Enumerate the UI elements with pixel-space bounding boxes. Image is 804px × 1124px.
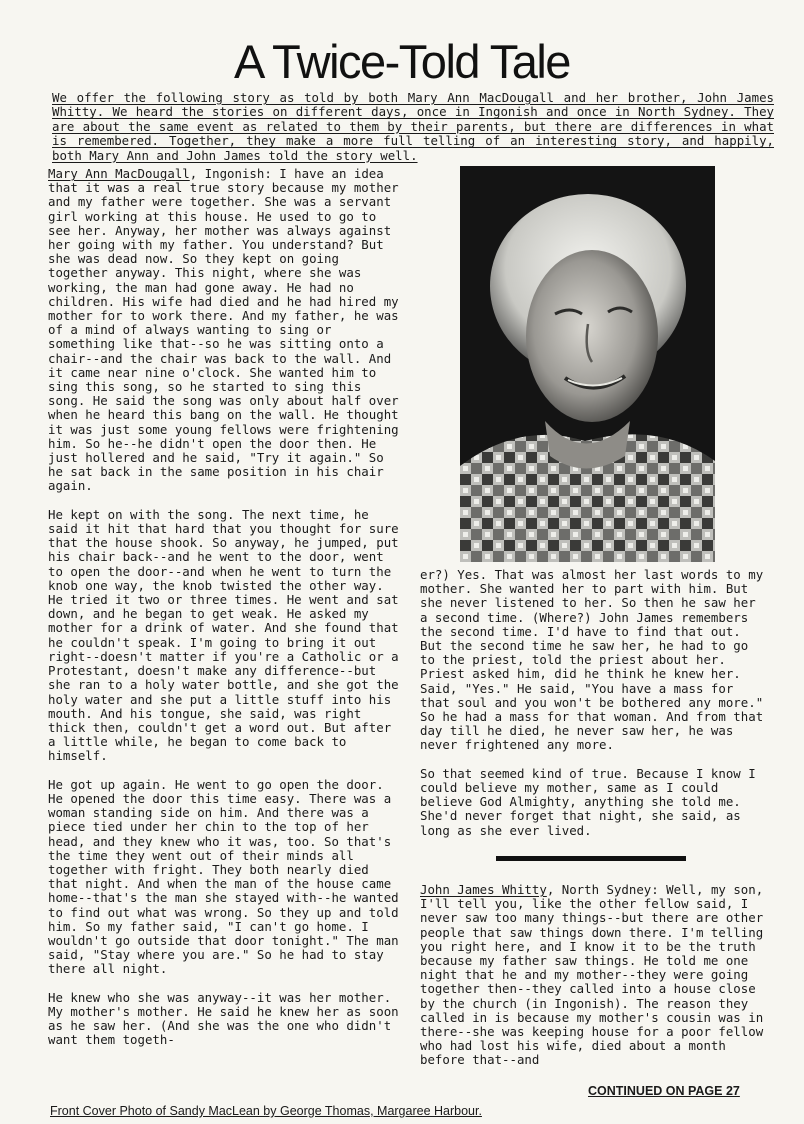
continued-link: CONTINUED ON PAGE 27 <box>588 1084 740 1098</box>
mary-ann-paragraph-5: er?) Yes. That was almost her last words to my mother. She wanted her to part with him. But she never listened to her. So then he saw her a second time. (Where?) John James remembers the second time. I'd have to find that out. But the second time he saw her, he had to go to the priest, told the priest about her. Priest asked him, did he think he knew her. Said, "Yes." He said, "You have a mass for that soul and you won't be bothered any more." So he had a mass for that woman. And from that day till he died, he never saw her, he was never frightened any more. <box>420 567 764 753</box>
john-james-paragraph-1 <box>420 883 770 1068</box>
article-title: A Twice-Told Tale <box>234 35 570 88</box>
left-column <box>48 167 400 1062</box>
speaker-mary-ann: Mary Ann MacDougall <box>48 166 190 181</box>
portrait-photo <box>460 166 715 562</box>
section-divider <box>496 856 686 861</box>
paragraph-text: , North Sydney: Well, my son, I'll tell you, like the other fellow said, I never saw too many things--but there are other people that saw things down there. I'm telling you right here, and I know it to be the truth because my father saw things. He told me one night that he and my mother--they were going together then--they called into a house close by the church (in Ingonish). The reason they called in is because my mother's cousin was in there--she was keeping house for a poor fellow who had lost his wife, died about a month before that--and <box>420 882 764 1068</box>
right-column-top <box>420 568 770 852</box>
paragraph-text: , Ingonish: I have an idea that it was a real true story because my mother and my father were together. She was a servant girl working at this house. He used to go to see her. Anyway, her mother was always against her going with my father. You understand? But she was dead now. So they kept on going together anyway. This night, where she was working, the man had gone away. He had no children. His wife had died and he had hired my mother for to work there. And my father, he was of a mind of always wanting to sing or something like that--so he was sitting onto a chair--and the chair was back to the wall. And it came near nine o'clock. She wanted him to sing this song, so he started to sing this song. He said the song was only about half over when he heard this bang on the wall. He thought it was just some young fellows were frightening him. So he--he didn't open the door then. He just hollered and he said, "Try it again." So he sat back in the same position in his chair again. <box>48 166 399 494</box>
mary-ann-paragraph-3: He got up again. He went to go open the door. He opened the door this time easy. There was a woman standing side on him. And there was a piece tied under her chin to the top of her head, and they knew who it was, too. So that's the time they went out of their minds all together with fright. They both nearly died that night. And when the man of the house came home--that's the man she stayed with--he wanted to find out what was wrong. So they up and told him. So my father said, "I can't go home. I wouldn't go outside that door tonight." The man said, "Stay where you are." So he had to stay there all night. <box>48 776 399 977</box>
article-intro: We offer the following story as told by both Mary Ann MacDougall and her brother, John James Whitty. We heard the stories on different days, once in Ingonish and once in North Sydney. They are about the same event as related to them by their parents, but there are differences in what is remembered. Together, they make a more full telling of an interesting story, and happily, both Mary Ann and John James told the story well. <box>52 90 774 163</box>
mary-ann-paragraph-6: So that seemed kind of true. Because I know I could believe my mother, same as I could believe God Almighty, anything she told me. She'd never forget that night, she said, as long as she ever lived. <box>420 765 756 838</box>
cover-photo-credit: Front Cover Photo of Sandy MacLean by George Thomas, Margaree Harbour. <box>50 1104 482 1118</box>
portrait-illustration <box>460 166 715 562</box>
mary-ann-paragraph-2: He kept on with the song. The next time, he said it hit that hard that you thought for sure that the house shook. So anyway, he jumped, put his chair back--and he went to the door, went to open the door--and when he went to turn the knob one way, the knob twisted the other way. He tried it two or three times. He went and sat down, and he began to get weak. He asked my mother for a drink of water. And she found that he couldn't speak. I'm going to bring it out right--doesn't matter if you're a Catholic or a Protestant, doesn't make any difference--but she ran to a holy water bottle, and she got the holy water and she put a little stuff into his mouth. And his tongue, she said, was right thick then, couldn't get a word out. But after a little while, he began to come back to himself. <box>48 506 399 764</box>
mary-ann-paragraph-1 <box>48 167 400 494</box>
right-column-bottom <box>420 883 770 1082</box>
mary-ann-paragraph-4: He knew who she was anyway--it was her mother. My mother's mother. He said he knew her as soon as he saw her. (And she was the one who didn't want them togeth- <box>48 989 399 1048</box>
speaker-john-james: John James Whitty <box>420 882 547 897</box>
